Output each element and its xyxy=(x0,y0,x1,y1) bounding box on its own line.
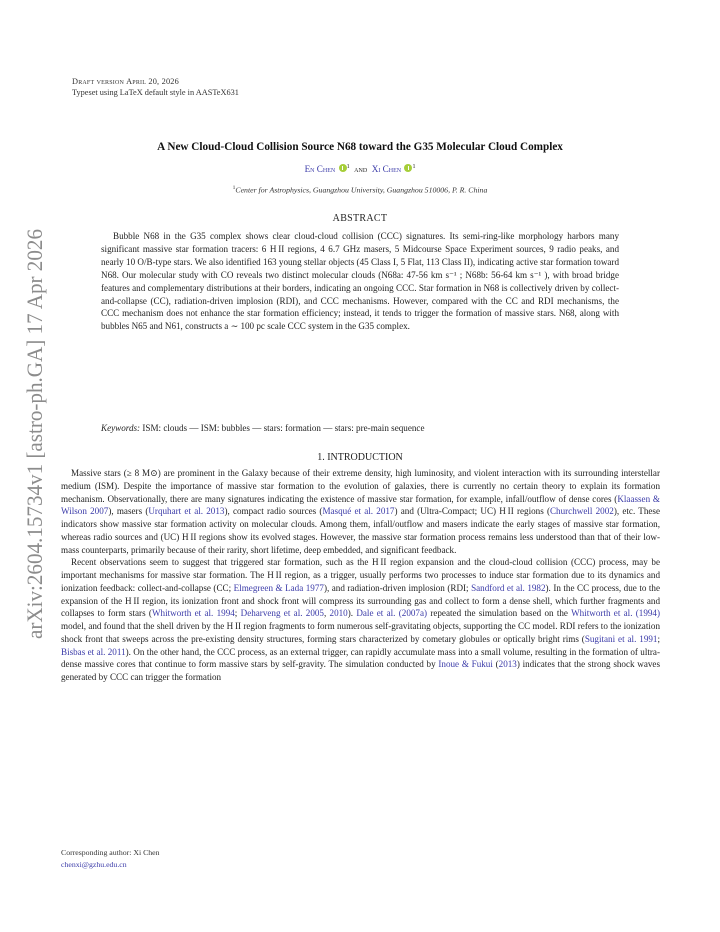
author-affiliation-mark: 1 xyxy=(346,164,350,170)
paragraph xyxy=(61,467,660,556)
abstract-heading: ABSTRACT xyxy=(332,213,388,224)
corresponding-author-label: Corresponding author: Xi Chen xyxy=(61,848,160,857)
author-name-link[interactable]: Xi Chen xyxy=(371,164,402,175)
text-run: ), and radiation-driven implosion (RDI; xyxy=(323,582,472,593)
text-run: ). In the CC process, due to the expansion of the H II region, its ionization front and shock front will compress its surrounding gas and collect to form a dense shell, which further fragments and collapses to form stars ( xyxy=(61,582,661,619)
citation-link[interactable]: Whitworth et al. 1994 xyxy=(151,608,235,619)
text-run: ). On the other hand, the CCC process, as an external trigger, can rapidly accumulate mass into a small volume, resulting in the formation of ultra-dense massive cores that continue to form massive stars by self-gravity. The simulation conducted by xyxy=(61,646,660,670)
draft-prefix: Draft version xyxy=(72,77,125,86)
citation-link[interactable]: Masqué et al. 2017 xyxy=(322,506,395,517)
text-run: ). xyxy=(347,608,357,619)
affiliation xyxy=(60,185,660,195)
citation-link[interactable]: Whitworth et al. (1994) xyxy=(571,608,660,619)
keywords xyxy=(101,423,619,433)
arxiv-identifier-stamp xyxy=(8,214,56,644)
citation-link[interactable]: Urquhart et al. 2013 xyxy=(148,506,225,517)
citation-link[interactable]: 2010 xyxy=(329,608,348,619)
text-run: ), etc. These indicators show massive star formation activity on molecular clouds. Among them, infall/outflow and masers indicate the early stages of massive star formation, whereas radio sources and (UC) H II regions show its evolved stages. However, the massive star formation process remains less understood than that of their low-mass counterparts, primarily because of their rarity, short lifetime, deep embedded, and significant feedback. xyxy=(61,506,660,555)
text-run: ; xyxy=(657,633,660,644)
author-affiliation-mark: 1 xyxy=(412,164,416,170)
citation-link[interactable]: Klaassen & Wilson 2007 xyxy=(61,493,660,517)
draft-date: April 20, 2026 xyxy=(126,77,180,86)
paragraph xyxy=(61,556,660,684)
section-heading-introduction: 1. INTRODUCTION xyxy=(317,452,403,463)
corresponding-author-footnote xyxy=(61,847,160,871)
author-email-link[interactable]: chenxi@gzhu.edu.cn xyxy=(61,860,127,870)
text-run: repeated the simulation based on the xyxy=(427,608,572,619)
citation-link[interactable]: Deharveng et al. 2005 xyxy=(240,608,324,619)
text-run: ; xyxy=(234,608,241,619)
author-list xyxy=(60,164,660,174)
draft-version-line xyxy=(72,77,239,88)
citation-link[interactable]: Bisbas et al. 2011 xyxy=(61,646,126,657)
author-conjunction: and xyxy=(354,164,368,175)
citation-link[interactable]: Inoue & Fukui xyxy=(438,659,493,670)
citation-link[interactable]: Churchwell 2002 xyxy=(549,506,614,517)
text-run: ), compact radio sources ( xyxy=(224,506,323,517)
text-run: Massive stars (≥ 8 M⊙) are prominent in the Galaxy because of their extreme density, high luminosity, and violent interaction with its surrounding interstellar medium (ISM). Despite the importance of massive star formation to the evolution of galaxies, there is currently no certain theory to explain its formation mechanism. Observationally, there are many signatures indicating the existence of massive star formation, for example, infall/outflow of dense cores ( xyxy=(61,468,660,504)
text-run: ( xyxy=(492,659,499,670)
orcid-icon[interactable] xyxy=(339,164,347,172)
citation-link[interactable]: Sugitani et al. 1991 xyxy=(584,633,658,644)
affiliation-number: 1 xyxy=(232,185,236,191)
citation-link[interactable]: 2013 xyxy=(498,659,517,670)
paper-title: A New Cloud-Cloud Collision Source N68 toward the G35 Molecular Cloud Complex xyxy=(157,141,563,153)
citation-link[interactable]: Dale et al. (2007a) xyxy=(356,608,428,619)
keywords-label: Keywords: xyxy=(101,423,141,433)
keywords-text: ISM: clouds — ISM: bubbles — stars: formation — stars: pre-main sequence xyxy=(142,423,425,433)
author-name-link[interactable]: En Chen xyxy=(304,164,336,175)
abstract-text: Bubble N68 in the G35 complex shows clear cloud-cloud collision (CCC) signatures. Its semi-ring-like morphology harbors many significant massive star formation tracers: 6 H II regions, 4 6.7 GHz masers, 5 Midcourse Space Experiment sources, 9 radio peaks, and nearly 10 O/B-type stars. We also identified 163 young stellar objects (45 Class I, 5 Flat, 113 Class II), indicating active star formation toward N68. Our molecular study with CO reveals two distinct molecular clouds (N68a: 47-56 km s⁻¹ ; N68b: 56-64 km s⁻¹ ), with broad bridge features and complementary distributions at their borders, indicating an ongoing CCC. Star formation in N68 is collectively driven by collect-and-collapse (CC), radiation-driven implosion (RDI), and CCC mechanisms. However, compared with the CC and RDI mechanisms, the CCC mechanism does not enhance the star formation efficiency; instead, it tends to trigger the formation of massive stars. N68, along with bubbles N65 and N61, constructs a ∼ 100 pc scale CCC system in the G35 complex. xyxy=(101,231,619,332)
text-run: , xyxy=(323,608,330,619)
draft-header xyxy=(72,77,239,98)
arxiv-id-text: arXiv:2604.15734v1 [astro-ph.GA] 17 Apr 2026 xyxy=(22,214,47,639)
introduction-body xyxy=(61,467,660,684)
citation-link[interactable]: Sandford et al. 1982 xyxy=(471,582,546,593)
text-run: Recent observations seem to suggest that triggered star formation, such as the H II region expansion and the cloud-cloud collision (CCC) process, may be important mechanisms for massive star formation. The H II region, as a trigger, usually performs two processes to induce star formation due to its dynamics and ionization feedback: collect-and-collapse (CC; xyxy=(61,557,660,593)
text-run: ) and (Ultra-Compact; UC) H II regions ( xyxy=(394,506,550,517)
text-run: ) indicates that the strong shock waves generated by CCC can trigger the formation xyxy=(61,659,660,682)
typeset-line: Typeset using LaTeX default style in AASTeX631 xyxy=(72,87,239,97)
citation-link[interactable]: Elmegreen & Lada 1977 xyxy=(233,582,324,593)
text-run: model, and found that the shell driven by the H II region fragments to form numerous self-gravitating objects, supporting the CC model. RDI refers to the ionization shock front that sweeps across the pre-existing density structures, forming stars characterized by cometary globules or optically bright rims ( xyxy=(61,621,660,644)
orcid-icon[interactable] xyxy=(404,164,412,172)
affiliation-text: Center for Astrophysics, Guangzhou University, Guangzhou 510006, P. R. China xyxy=(235,185,488,195)
text-run: ), masers ( xyxy=(108,506,149,517)
